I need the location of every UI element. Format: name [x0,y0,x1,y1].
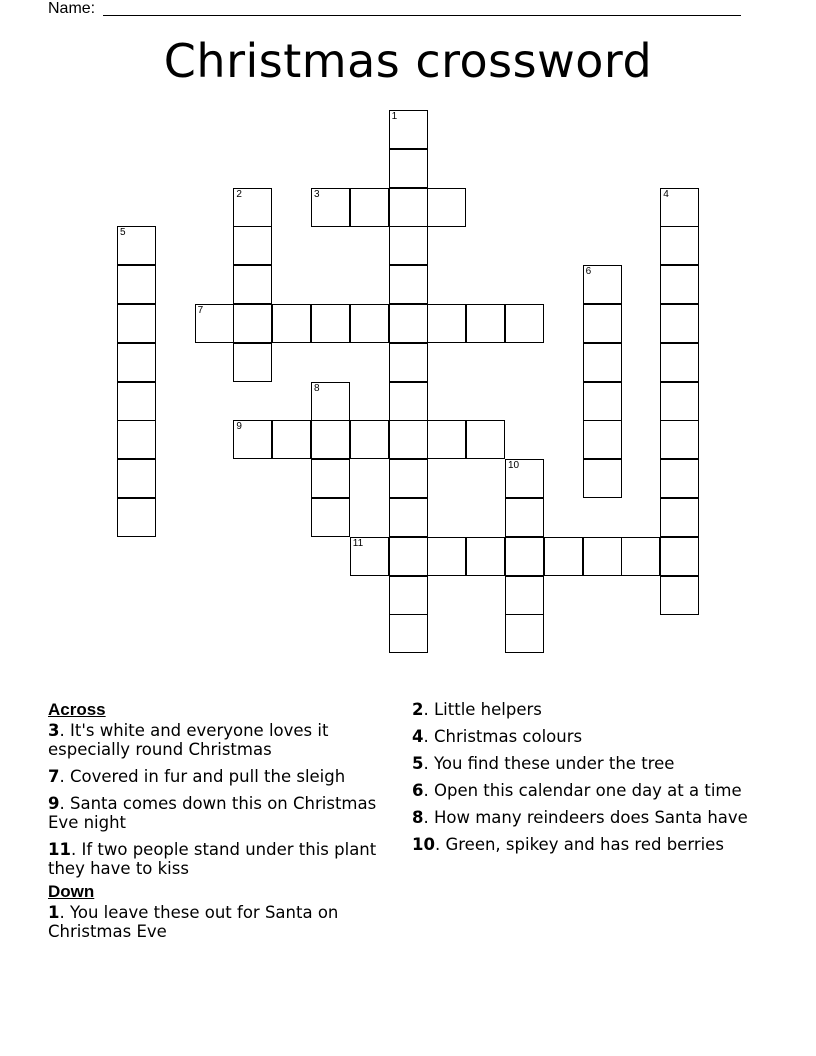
cell-number: 6 [585,266,592,278]
page-title: Christmas crossword [163,34,653,88]
crossword-cell[interactable] [466,420,505,459]
cell-number: 5 [120,227,126,239]
crossword-cell[interactable] [311,188,350,227]
crossword-cell[interactable] [660,343,699,382]
crossword-cell[interactable] [505,576,544,615]
crossword-cell[interactable] [660,382,699,421]
crossword-cell[interactable] [389,149,428,188]
cell-number: 10 [508,460,520,472]
crossword-cell[interactable] [660,498,699,537]
clue-across-9: 9. Santa comes down this on Christmas Eve night [48,794,377,832]
crossword-cell[interactable] [233,226,272,265]
crossword-cell[interactable] [660,265,699,304]
crossword-cell[interactable] [427,188,466,227]
crossword-cell[interactable] [583,304,622,343]
crossword-cell[interactable] [427,304,466,343]
crossword-cell[interactable] [660,537,699,576]
cell-number: 8 [314,382,320,394]
clue-across-7: 7. Covered in fur and pull the sleigh [48,767,346,786]
crossword-cell[interactable] [427,420,466,459]
clues-right-column [412,700,772,862]
crossword-cell[interactable] [660,188,699,227]
cell-number: 11 [352,537,364,549]
crossword-cell[interactable] [389,110,428,149]
crossword-cell[interactable] [117,498,156,537]
crossword-cell[interactable] [583,420,622,459]
clues-left-column [48,700,388,949]
crossword-cell[interactable] [389,420,428,459]
crossword-cell[interactable] [660,304,699,343]
crossword-cell[interactable] [389,576,428,615]
clue-down-4: 4. Christmas colours [412,727,583,746]
crossword-cell[interactable] [389,382,428,421]
clue-across-11: 11. If two people stand under this plant they have to kiss [48,840,377,878]
across-heading: Across [48,700,106,719]
crossword-cell[interactable] [350,188,389,227]
crossword-cell[interactable] [117,226,156,265]
crossword-cell[interactable] [660,576,699,615]
crossword-cell[interactable] [389,498,428,537]
crossword-cell[interactable] [272,420,311,459]
crossword-cell[interactable] [505,304,544,343]
crossword-cell[interactable] [233,188,272,227]
crossword-cell[interactable] [660,420,699,459]
crossword-cell[interactable] [389,265,428,304]
crossword-cell[interactable] [505,614,544,653]
crossword-cell[interactable] [389,614,428,653]
crossword-cell[interactable] [350,420,389,459]
crossword-cell[interactable] [621,537,660,576]
crossword-cell[interactable] [117,343,156,382]
clue-down-2: 2. Little helpers [412,700,542,719]
crossword-cell[interactable] [350,304,389,343]
crossword-cell[interactable] [311,382,350,421]
crossword-cell[interactable] [583,382,622,421]
crossword-cell[interactable] [350,537,389,576]
clue-down-6: 6. Open this calendar one day at a time [412,781,742,800]
crossword-cell[interactable] [505,459,544,498]
crossword-cell[interactable] [311,304,350,343]
crossword-cell[interactable] [117,382,156,421]
cell-number: 4 [663,188,669,200]
crossword-cell[interactable] [583,459,622,498]
cell-number: 3 [314,188,320,200]
crossword-cell[interactable] [389,188,428,227]
crossword-cell[interactable] [389,343,428,382]
crossword-cell[interactable] [427,537,466,576]
clue-across-3: 3. It's white and everyone loves it especially round Christmas [48,721,329,759]
name-label: Name: [48,0,96,17]
crossword-cell[interactable] [272,304,311,343]
crossword-cell[interactable] [466,304,505,343]
cell-number: 9 [236,421,242,433]
cell-number: 7 [197,305,204,316]
crossword-cell[interactable] [583,265,622,304]
clue-down-1: 1. You leave these out for Santa on Christmas Eve [48,903,339,941]
clue-down-8: 8. How many reindeers does Santa have [412,808,748,827]
crossword-cell[interactable] [233,265,272,304]
crossword-cell[interactable] [544,537,583,576]
crossword-cell[interactable] [117,459,156,498]
crossword-cell[interactable] [389,226,428,265]
down-heading: Down [48,882,95,901]
crossword-cell[interactable] [660,226,699,265]
clue-down-10: 10. Green, spikey and has red berries [412,835,724,854]
crossword-cell[interactable] [466,537,505,576]
crossword-cell[interactable] [117,265,156,304]
crossword-cell[interactable] [195,304,234,343]
crossword-cell[interactable] [389,459,428,498]
crossword-cell[interactable] [389,537,428,576]
crossword-cell[interactable] [311,459,350,498]
crossword-cell[interactable] [117,304,156,343]
crossword-cell[interactable] [505,537,544,576]
crossword-cell[interactable] [117,420,156,459]
crossword-cell[interactable] [311,498,350,537]
crossword-cell[interactable] [233,304,272,343]
crossword-cell[interactable] [233,420,272,459]
crossword-cell[interactable] [389,304,428,343]
cell-number: 2 [236,188,242,200]
clue-down-5: 5. You find these under the tree [412,754,675,773]
crossword-cell[interactable] [583,343,622,382]
crossword-cell[interactable] [233,343,272,382]
crossword-cell[interactable] [660,459,699,498]
crossword-cell[interactable] [583,537,622,576]
crossword-cell[interactable] [505,498,544,537]
crossword-cell[interactable] [311,420,350,459]
name-field[interactable] [103,15,741,16]
cell-number: 1 [391,111,398,122]
